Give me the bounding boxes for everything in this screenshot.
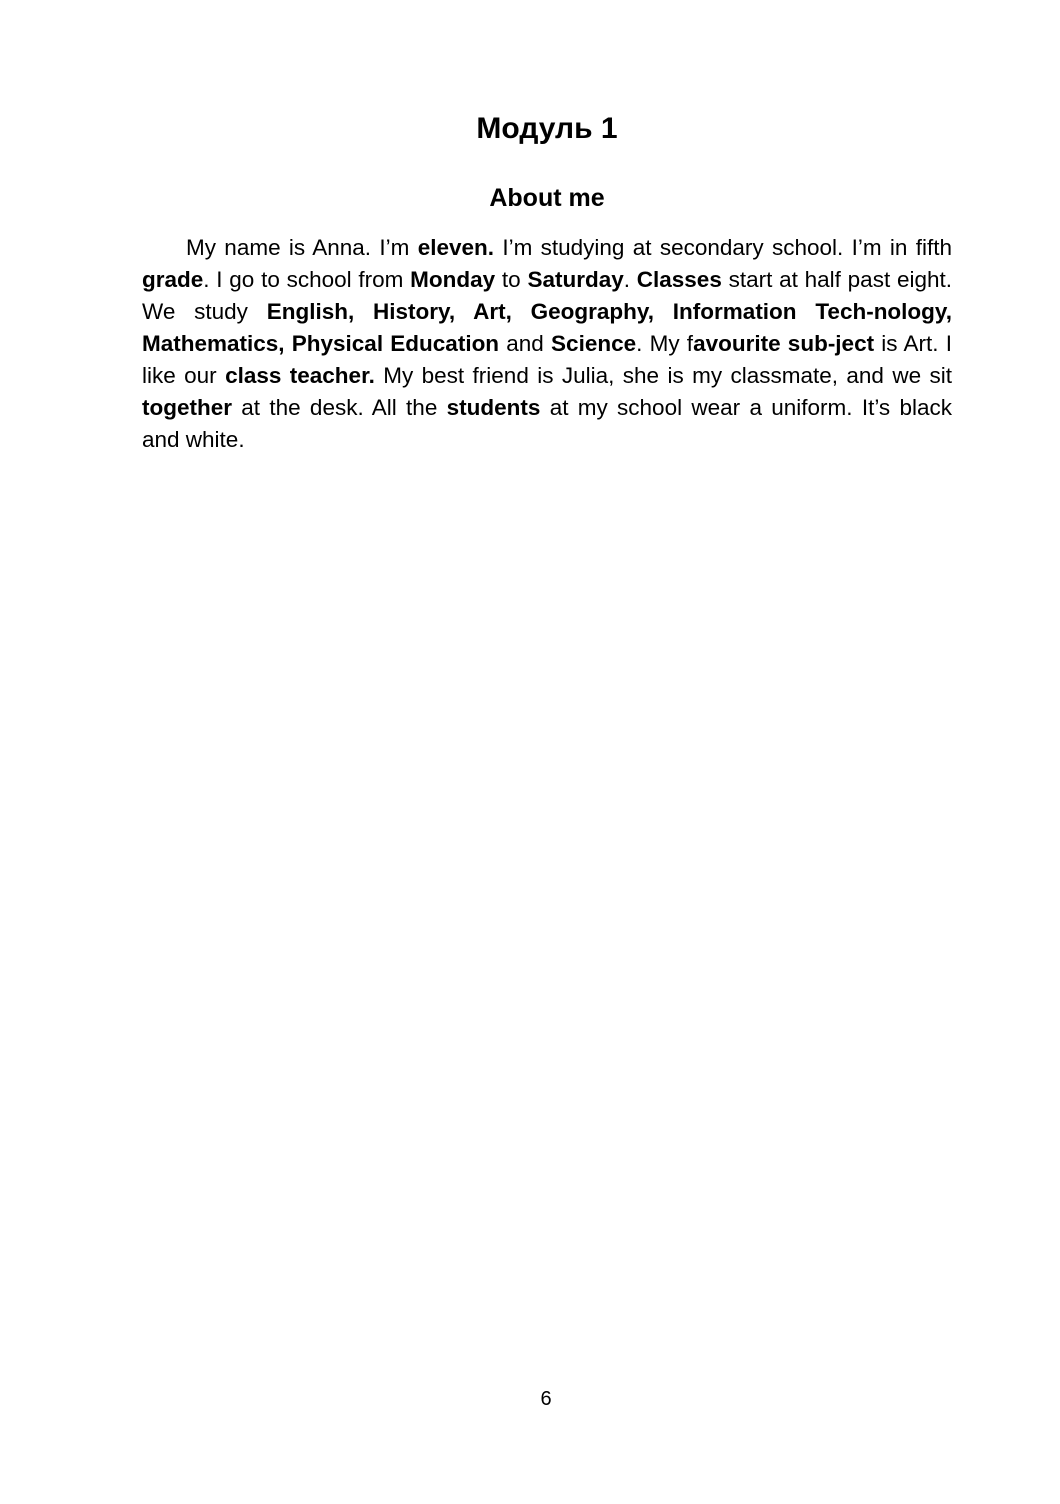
- bold-term: together: [142, 395, 232, 420]
- bold-term: Classes: [636, 267, 722, 292]
- text-run: My name is Anna. I’m: [186, 235, 418, 260]
- text-run: I’m studying at secondary school. I’m in fifth: [494, 235, 952, 260]
- text-run: to: [495, 267, 528, 292]
- bold-term: English, History, Art, Geography, Information Tech-nology, Mathematics, Physical Education: [142, 299, 953, 356]
- body-paragraph: [142, 232, 952, 456]
- module-title: Модуль 1: [476, 112, 618, 145]
- bold-term: avourite sub-ject: [693, 331, 875, 356]
- text-run: My best friend is Julia, she is my classmate, and we sit: [374, 363, 952, 388]
- text-run: is Art. I like our: [142, 331, 953, 388]
- bold-term: class teacher.: [225, 363, 375, 388]
- bold-term: eleven.: [417, 235, 494, 260]
- bold-term: Science: [551, 331, 637, 356]
- bold-term: Saturday: [527, 267, 624, 292]
- text-run: . I go to school from: [203, 267, 411, 292]
- text-run: start at half past eight. We study: [142, 267, 952, 324]
- text-run: at my school wear a uniform. It’s black and white.: [142, 395, 952, 452]
- bold-term: students: [446, 395, 541, 420]
- section-title: About me: [489, 184, 605, 212]
- text-run: . My f: [636, 331, 694, 356]
- text-run: and: [499, 331, 552, 356]
- page-number: 6: [540, 1388, 552, 1410]
- bold-term: Monday: [410, 267, 496, 292]
- text-run: at the desk. All the: [232, 395, 447, 420]
- text-run: .: [623, 267, 637, 292]
- bold-term: grade: [142, 267, 204, 292]
